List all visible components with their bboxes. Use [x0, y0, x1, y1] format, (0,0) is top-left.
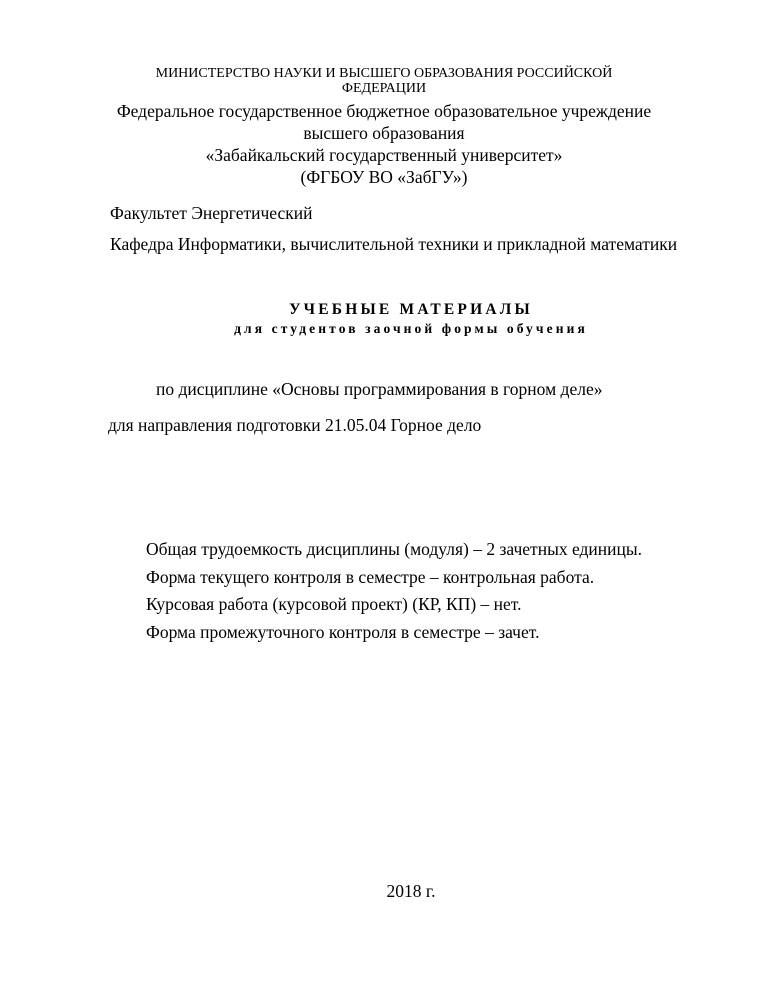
institution-line-2: высшего образования: [303, 123, 465, 143]
document-subtitle: для студентов заочной формы обучения: [234, 321, 588, 336]
institution-line-4: (ФГБОУ ВО «ЗабГУ»): [300, 167, 468, 187]
discipline-line: по дисциплине «Основы программирования в горном деле»: [156, 379, 603, 399]
info-course-work: Курсовая работа (курсовой проект) (КР, КП) – нет.: [146, 594, 522, 614]
faculty-line: Факультет Энергетический: [110, 203, 313, 223]
institution-line-1: Федеральное государственное бюджетное образовательное учреждение: [116, 101, 652, 121]
ministry-line-2: ФЕДЕРАЦИИ: [341, 81, 427, 96]
document-year: 2018 г.: [386, 881, 436, 901]
info-current-control: Форма текущего контроля в семестре – контрольная работа.: [146, 566, 595, 587]
institution-heading: [0, 100, 768, 188]
document-title: УЧЕБНЫЕ МАТЕРИАЛЫ: [289, 301, 533, 318]
ministry-heading: [0, 66, 768, 96]
institution-line-3: «Забайкальский государственный университет»: [205, 145, 563, 165]
info-intermediate-control: Форма промежуточного контроля в семестре – зачет.: [146, 621, 540, 642]
direction-line: для направления подготовки 21.05.04 Горное дело: [108, 415, 482, 435]
info-workload: Общая трудоемкость дисциплины (модуля) – 2 зачетных единицы.: [146, 539, 642, 559]
ministry-line-1: МИНИСТЕРСТВО НАУКИ И ВЫСШЕГО ОБРАЗОВАНИЯ РОССИЙСКОЙ: [155, 66, 613, 81]
course-info-list: [146, 538, 642, 648]
department-line: Кафедра Информатики, вычислительной техники и прикладной математики: [110, 234, 678, 254]
